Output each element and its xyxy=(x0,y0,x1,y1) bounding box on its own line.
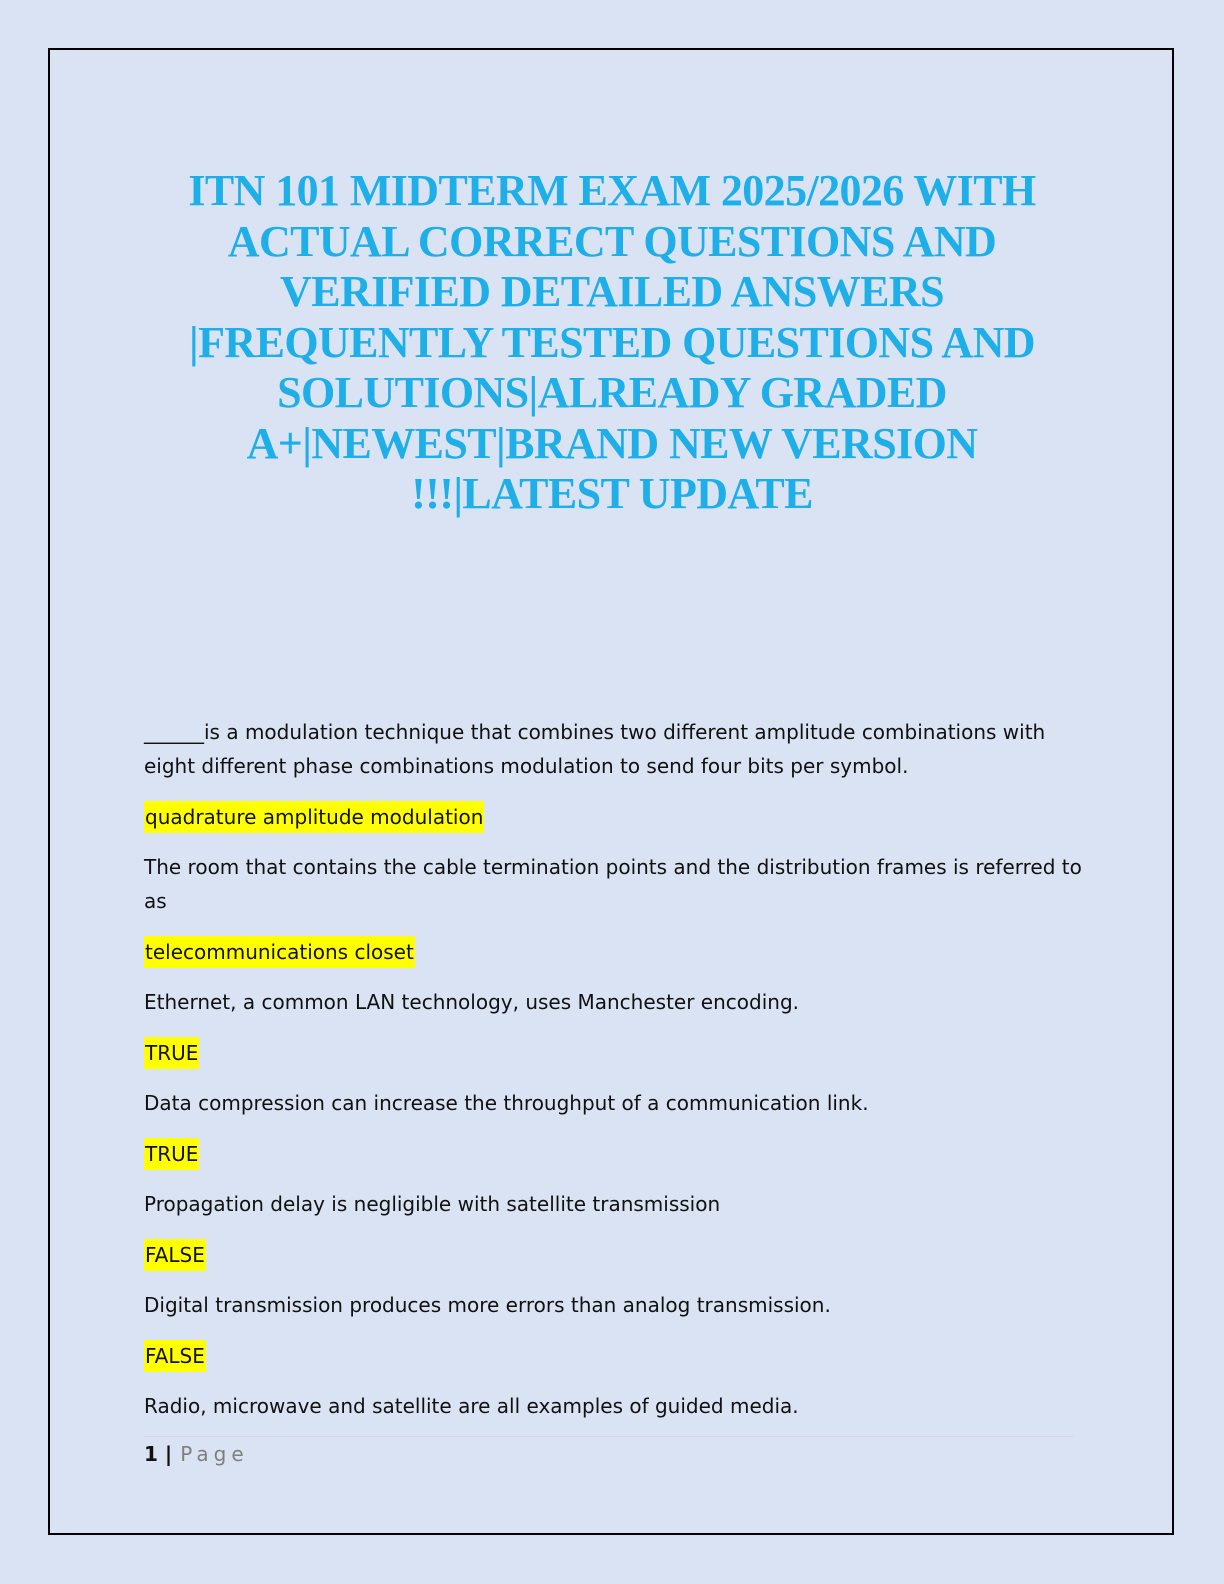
document-title xyxy=(150,166,1074,520)
question-text: Radio, microwave and satellite are all examples of guided media. xyxy=(144,1394,799,1418)
title-line: !!!|LATEST UPDATE xyxy=(411,469,813,518)
title-line: ACTUAL CORRECT QUESTIONS AND xyxy=(227,216,997,266)
title-line: VERIFIED DETAILED ANSWERS xyxy=(280,267,944,316)
question-answer-list xyxy=(144,715,1084,1440)
answer-row xyxy=(144,800,1084,834)
answer-row xyxy=(144,1137,1084,1171)
answer-highlight: TRUE xyxy=(144,1138,199,1170)
page-label: Page xyxy=(180,1442,249,1466)
question-text: Digital transmission produces more errors than analog transmission. xyxy=(144,1293,831,1317)
title-line: A+|NEWEST|BRAND NEW VERSION xyxy=(246,418,978,468)
question-text: ______is a modulation technique that combines two different amplitude combinations with eight different phase combinations modulation to send four bits per symbol. xyxy=(144,720,1046,778)
footer-divider xyxy=(144,1436,1074,1437)
question-text: Data compression can increase the throughput of a communication link. xyxy=(144,1091,869,1115)
question-text: Propagation delay is negligible with satellite transmission xyxy=(144,1192,721,1216)
answer-row xyxy=(144,1036,1084,1070)
question-text: The room that contains the cable termination points and the distribution frames is referred to as xyxy=(144,855,1082,913)
answer-row xyxy=(144,1238,1084,1272)
footer-separator: | xyxy=(164,1442,173,1466)
answer-row xyxy=(144,935,1084,969)
title-line: SOLUTIONS|ALREADY GRADED xyxy=(277,368,947,417)
answer-highlight: quadrature amplitude modulation xyxy=(144,801,484,833)
page-number: 1 xyxy=(144,1442,158,1466)
answer-highlight: TRUE xyxy=(144,1037,199,1069)
answer-row xyxy=(144,1339,1084,1373)
answer-highlight: FALSE xyxy=(144,1340,206,1372)
page-footer xyxy=(144,1440,249,1468)
question-text: Ethernet, a common LAN technology, uses Manchester encoding. xyxy=(144,990,799,1014)
title-line: |FREQUENTLY TESTED QUESTIONS AND xyxy=(189,317,1035,367)
answer-highlight: FALSE xyxy=(144,1239,206,1271)
title-line: ITN 101 MIDTERM EXAM 2025/2026 WITH xyxy=(188,166,1036,215)
answer-highlight: telecommunications closet xyxy=(144,936,415,968)
